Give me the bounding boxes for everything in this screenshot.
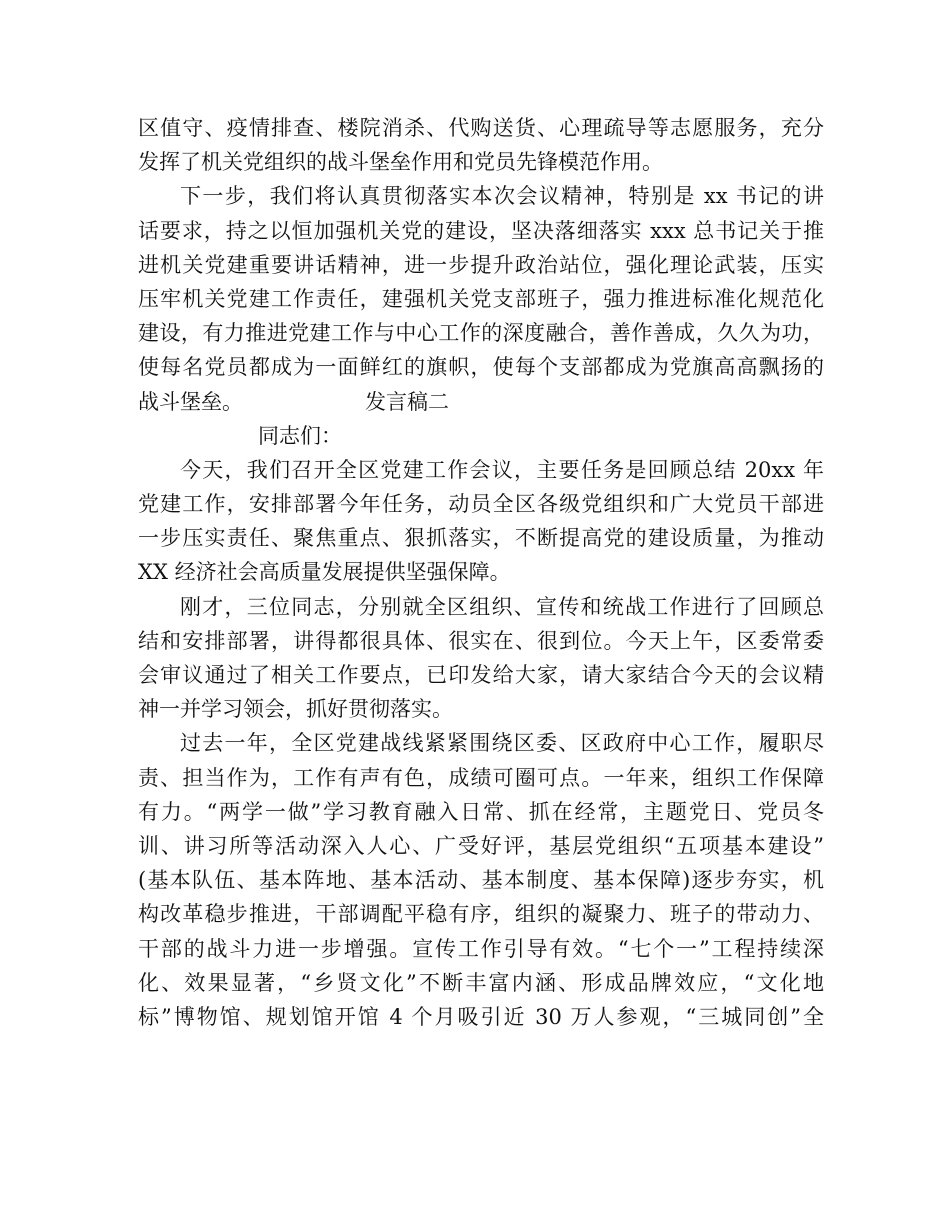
- text-line: 训、讲习所等活动深入人心、广受好评，基层党组织“五项基本建设”: [138, 833, 824, 858]
- text-line: 话要求，持之以恒加强机关党的建设，坚决落细落实 xxx 总书记关于推: [138, 218, 824, 243]
- text-line: 化、效果显著，“乡贤文化”不断丰富内涵、形成品牌效应，“文化地: [138, 970, 824, 995]
- text-line: 党建工作，安排部署今年任务，动员全区各级党组织和广大党员干部进: [138, 492, 824, 517]
- text-line: 神一并学习领会，抓好贯彻落实。: [138, 697, 453, 722]
- text-line: 标”博物馆、规划馆开馆 4 个月吸引近 30 万人参观，“三城同创”全: [138, 1004, 824, 1029]
- text-line: [138, 385, 824, 419]
- text-line: 发挥了机关党组织的战斗堡垒作用和党员先锋模范作用。: [138, 150, 663, 175]
- text-line: 区值守、疫情排查、楼院消杀、代购送货、心理疏导等志愿服务，充分: [138, 116, 824, 140]
- text-line: 干部的战斗力进一步增强。宣传工作引导有效。“七个一”工程持续深: [138, 936, 824, 961]
- text-line: 构改革稳步推进，干部调配平稳有序，组织的凝聚力、班子的带动力、: [138, 902, 824, 927]
- text-line: 压牢机关党建工作责任，建强机关党支部班子，强力推进标准化规范化: [138, 286, 824, 311]
- text-line: 结和安排部署，讲得都很具体、很实在、很到位。今天上午，区委常委: [138, 628, 824, 653]
- paragraph-start-line: 今天，我们召开全区党建工作会议，主要任务是回顾总结 20xx 年: [180, 457, 824, 482]
- paragraph-end-text: 战斗堡垒。: [138, 389, 243, 414]
- document-body: [138, 111, 824, 1034]
- greeting-line: 同志们：: [258, 423, 342, 448]
- text-line: 一步压实责任、聚焦重点、狠抓落实，不断提高党的建设质量，为推动: [138, 526, 824, 551]
- text-line: 会审议通过了相关工作要点，已印发给大家，请大家结合今天的会议精: [138, 663, 824, 687]
- paragraph-start-line: 过去一年，全区党建战线紧紧围绕区委、区政府中心工作，履职尽: [180, 731, 824, 756]
- text-line: 有力。“两学一做”学习教育融入日常、抓在经常，主题党日、党员冬: [138, 799, 824, 824]
- text-line: (基本队伍、基本阵地、基本活动、基本制度、基本保障)逐步夯实，机: [138, 868, 824, 893]
- text-line: 使每名党员都成为一面鲜红的旗帜，使每个支部都成为党旗高高飘扬的: [138, 355, 824, 380]
- paragraph-start-line: 刚才，三位同志，分别就全区组织、宣传和统战工作进行了回顾总: [180, 594, 824, 619]
- speech-title: 发言稿二: [365, 389, 449, 414]
- text-line: 建设，有力推进党建工作与中心工作的深度融合，善作善成，久久为功，: [138, 321, 824, 346]
- paragraph-start-line: 下一步，我们将认真贯彻落实本次会议精神，特别是 xx 书记的讲: [180, 184, 824, 209]
- text-line: 责、担当作为，工作有声有色，成绩可圈可点。一年来，组织工作保障: [138, 765, 824, 790]
- text-line: XX 经济社会高质量发展提供坚强保障。: [138, 560, 511, 585]
- text-line: 进机关党建重要讲话精神，进一步提升政治站位，强化理论武装，压实: [138, 252, 824, 277]
